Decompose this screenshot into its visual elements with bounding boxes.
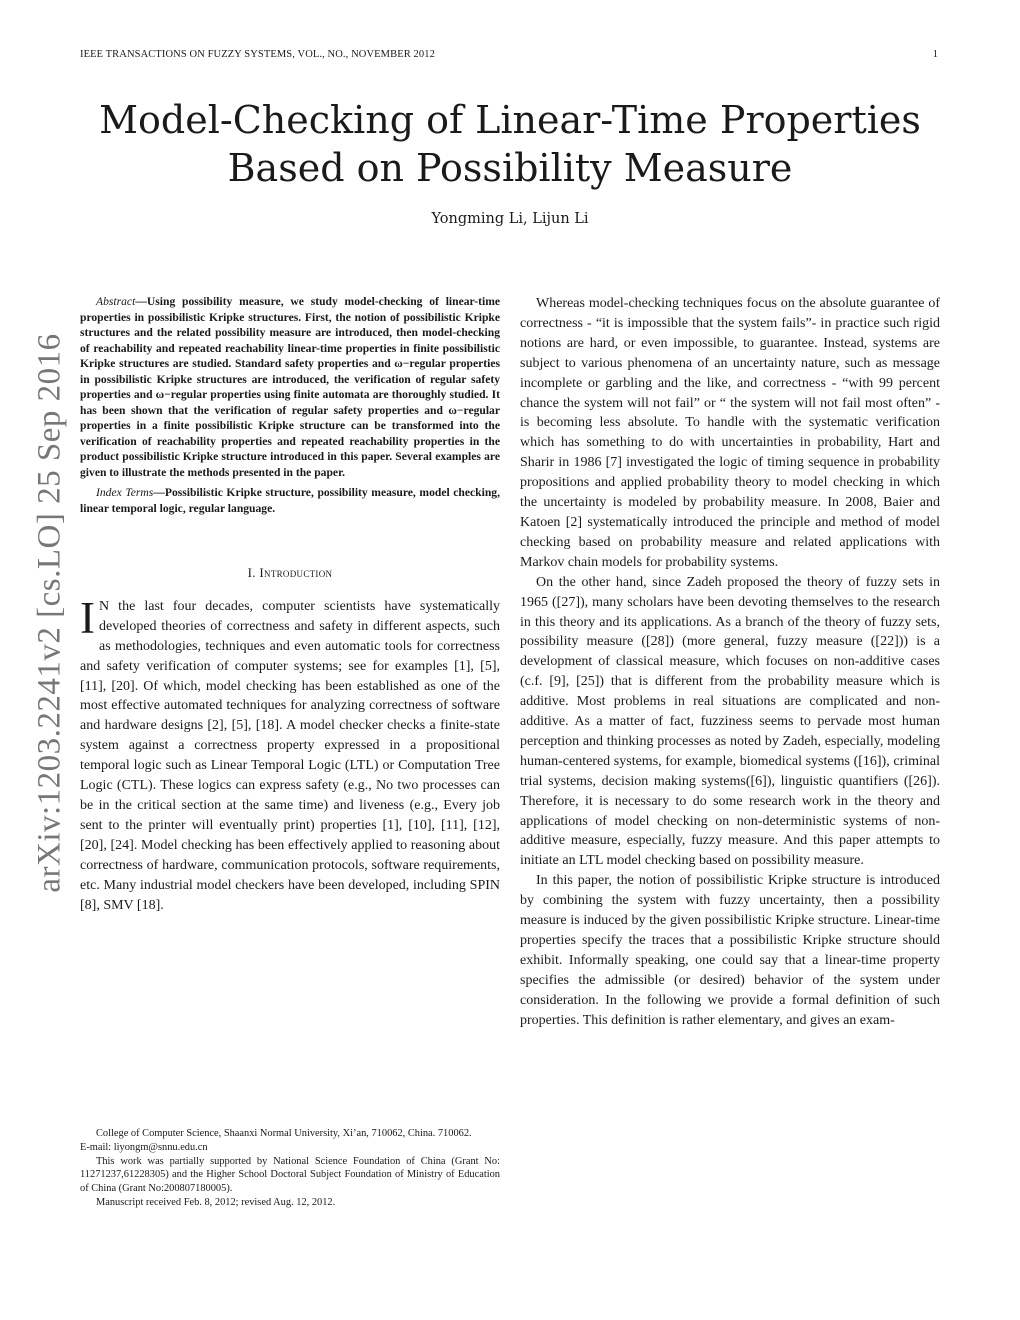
- intro-paragraph: [80, 592, 500, 916]
- page-number: 1: [932, 49, 938, 60]
- arxiv-stamp-text: arXiv:1203.2241v2 [cs.LO] 25 Sep 2016: [31, 332, 68, 893]
- section-title: Introduction: [259, 565, 333, 580]
- drop-cap: I: [80, 592, 95, 643]
- right-paragraph-3: In this paper, the notion of possibilistic Kripke structure is introduced by combining the system with fuzzy uncertainty, then a possibility measure is induced by the given possibilistic Kripke structure. Linear-time properties specify the traces that a possibilistic Kripke structure should exhibit. Informally speaking, one could say that a linear-time property specifies the admissible (or desired) behavior of the system under consideration. In the following we provide a formal definition of such properties. This definition is rather elementary, and gives an exam-: [520, 873, 940, 1028]
- arxiv-stamp: [15, 325, 85, 900]
- paper-title: [80, 96, 940, 192]
- authors: Yongming Li, Lijun Li: [431, 211, 589, 227]
- title-line-2: Based on Possibility Measure: [227, 146, 793, 190]
- right-paragraph-1: Whereas model-checking techniques focus on the absolute guarantee of correctness - “it is impossible that the system fails”- in practice such rigid notions are hard, or even impossible, to guarantee. Instead, systems are subject to various phenomena of an uncertainty nature, such as message incomplete or garbling and the like, and correctness - “with 99 percent chance the system will not fail” or “ the system will not fail most often” - is becoming less absolute. To handle with the systematic verification which has something to do with uncertainties in probability, Hart and Sharir in 1986 [7] investigated the logic of timing sequence in probability propositions and applied probability theory to model checking in which the uncertainty is modeled by probability measure. In 2008, Baier and Katoen [2] systematically introduced the principle and method of model checking based on probability measure and related applications with Markov chain models for probability systems.: [520, 296, 940, 570]
- index-terms-label: Index Terms: [96, 486, 154, 499]
- intro-first-letters: N: [99, 598, 110, 614]
- index-terms: [80, 485, 500, 516]
- abstract-text: —Using possibility measure, we study model-checking of linear-time properties in possibilistic Kripke structures. First, the notion of possibilistic Kripke structures and the related possibility measure are introduced, then model-checking of reachability and repeated reachability linear-time properties in finite possibilistic Kripke structures are studied. Standard safety properties and ω−regular properties in possibilistic Kripke structures are introduced, the verification of regular safety properties and ω−regular properties using finite automata are thoroughly studied. It has been shown that the verification of regular safety properties and ω−regular properties in a finite possibilistic Kripke structure can be transformed into the verification of reachability properties and repeated reachability properties in the product possibilistic Kripke structure introduced in this paper. Several examples are given to illustrate the methods presented in the paper.: [80, 295, 500, 479]
- footnote-email: E-mail: liyongm@snnu.edu.cn: [80, 1141, 208, 1153]
- section-heading: [80, 563, 500, 583]
- right-column: [520, 294, 940, 1031]
- title-line-1: Model-Checking of Linear-Time Properties: [99, 98, 921, 142]
- footnote-manuscript: Manuscript received Feb. 8, 2012; revised Aug. 12, 2012.: [96, 1196, 336, 1208]
- running-header: IEEE TRANSACTIONS ON FUZZY SYSTEMS, VOL., NO., NOVEMBER 2012: [80, 49, 435, 60]
- intro-text: the last four decades, computer scientists have systematically developed theories of correctness and safety in different aspects, such as methodologies, techniques and even automatic tools for correctness and safety verification of computer systems; see for examples [1], [5], [11], [20]. Of which, model checking has been established as one of the most effective automated techniques for analyzing correctness of software and hardware designs [2], [5], [18]. A model checker checks a finite-state system against a correctness property expressed in a propositional temporal logic such as Linear Temporal Logic (LTL) or Computation Tree Logic (CTL). These logics can express safety (e.g., No two processes can be in the critical section at the same time) and liveness (e.g., Every job sent to the printer will eventually print) properties [1], [10], [11], [12], [20], [24]. Model checking has been effectively applied to reasoning about correctness of hardware, communication protocols, software requirements, etc. Many industrial model checkers have been developed, including SPIN [8], SMV [18].: [80, 598, 500, 913]
- right-paragraph-2: On the other hand, since Zadeh proposed the theory of fuzzy sets in 1965 ([27]), many scholars have been devoting themselves to the research in this theory and its applications. As a branch of the theory of fuzzy sets, possibility measure ([28]) (more general, fuzzy measure ([22])) is a development of classical measure, which focuses on non-additive cases (c.f. [9], [25]) that is different from the probability measure which is additive. Most problems in real situations are complicated and non-additive. As a matter of fact, fuzziness seems to pervade most human perception and thinking processes as noted by Zadeh, especially, modeling human-centered systems, for example, biomedical systems ([16]), criminal trial systems, decision making systems([6]), linguistic quantifiers ([26]). Therefore, it is necessary to do some research work in the theory and applications of model checking on non-deterministic systems of non-additive measure, especially, fuzzy measure. And this paper attempts to initiate an LTL model checking based on possibility measure.: [520, 574, 940, 869]
- abstract: [80, 294, 500, 480]
- index-terms-text: —Possibilistic Kripke structure, possibility measure, model checking, linear temporal logic, regular language.: [80, 486, 500, 515]
- footnote-funding: This work was partially supported by National Science Foundation of China (Grant No: 11271237,61228305) and the Higher School Doctoral Subject Foundation of Ministry of Education of China (Grant No:200807180005).: [80, 1155, 500, 1195]
- section-number: I.: [247, 565, 260, 580]
- footnotes: [80, 1127, 500, 1210]
- left-column: [80, 294, 500, 915]
- footnote-affiliation: College of Computer Science, Shaanxi Normal University, Xi’an, 710062, China. 710062.: [96, 1128, 472, 1139]
- abstract-label: Abstract: [96, 295, 136, 308]
